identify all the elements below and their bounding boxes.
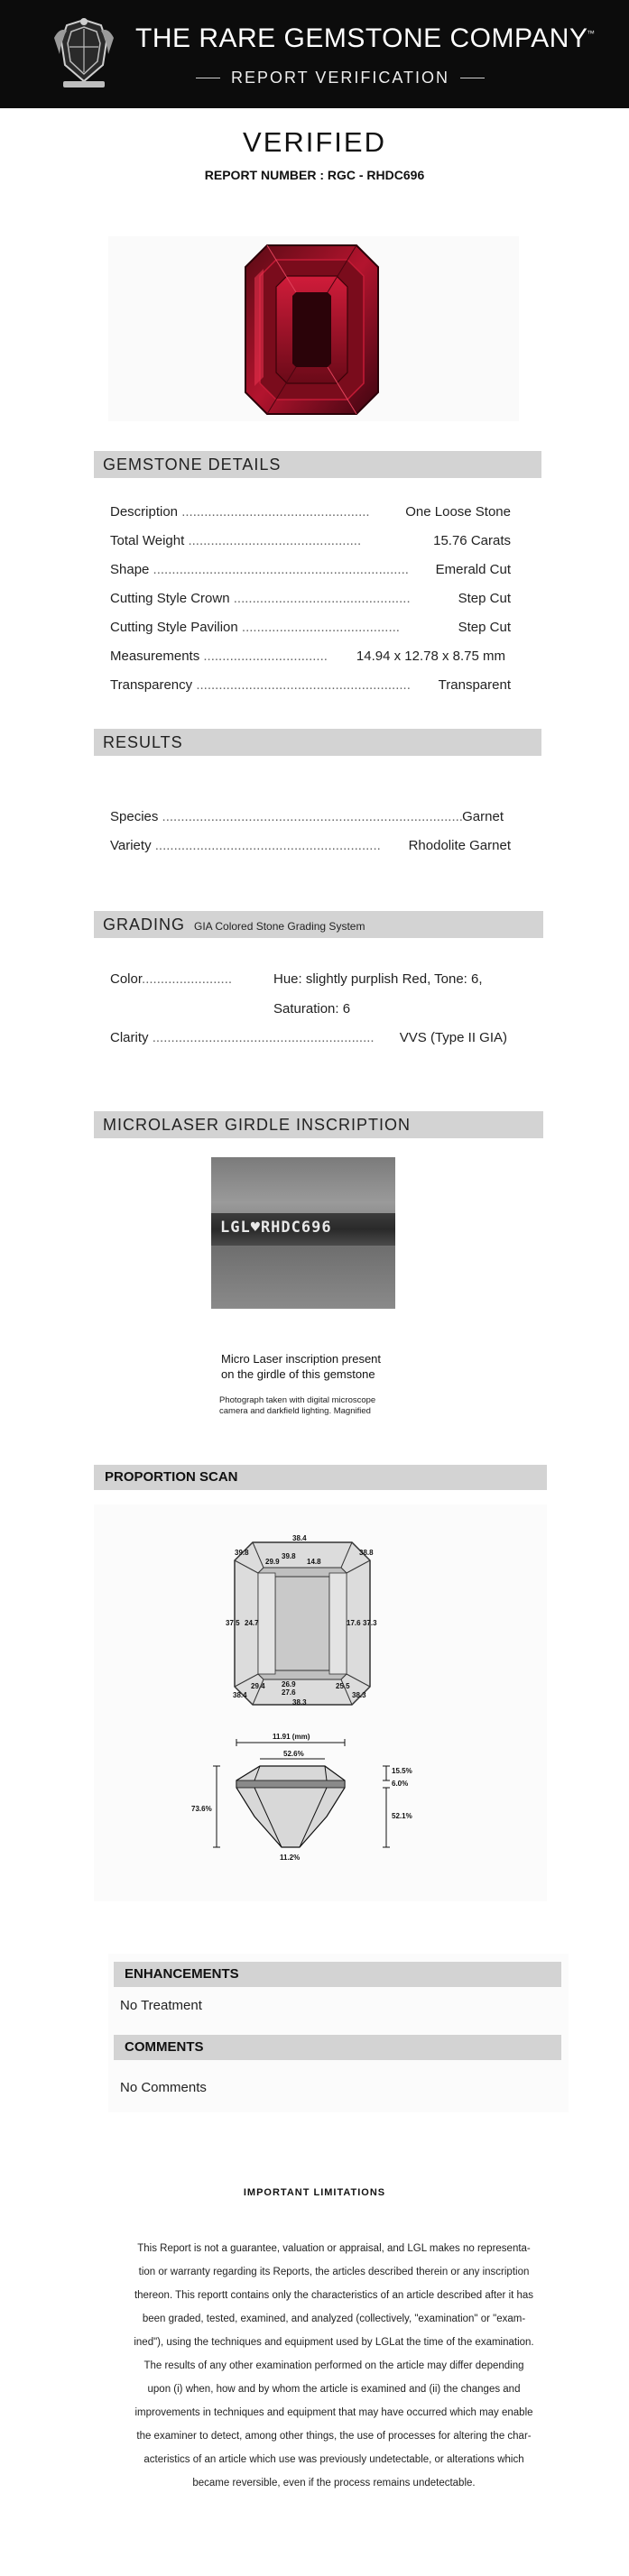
result-row: [110, 809, 511, 824]
result-value: Rhodolite Garnet: [408, 838, 511, 853]
limitations-line: the examiner to detect, among other things, the use of processes for altering the char-: [136, 2431, 532, 2442]
gemstone-photo: [242, 242, 382, 418]
proportion-label: 38.4: [233, 1691, 247, 1699]
leader-dots: ..............................................: [188, 533, 362, 548]
proportion-label: 14.8: [307, 1558, 321, 1566]
detail-label: Cutting Style Crown: [110, 591, 230, 606]
section-comments: [114, 2035, 561, 2060]
limitations-line: acteristics of an article which use was previously undetectable, or alterations which: [143, 2454, 524, 2465]
section-proportion-scan: [94, 1465, 547, 1490]
limitations-line: became reversible, even if the process remains undetectable.: [192, 2478, 476, 2489]
leader-dots: ................................................................................: [162, 809, 463, 824]
section-title: [94, 911, 543, 940]
limitations-line: improvements in techniques and equipment that may have occurred which may enable: [134, 2407, 533, 2418]
limitations-title: IMPORTANT LIMITATIONS: [243, 2187, 386, 2198]
detail-value: Transparent: [438, 677, 511, 693]
proportion-label: 39.8: [235, 1549, 249, 1557]
section-grading: [94, 911, 543, 938]
limitations-line: This Report is not a guarantee, valuation or appraisal, and LGL makes no representa-: [137, 2243, 531, 2254]
section-title: MICROLASER GIRDLE INSCRIPTION: [103, 1116, 412, 1134]
leader-dots: ....................................................................: [153, 562, 409, 577]
proportion-label: 24.7: [245, 1619, 259, 1627]
detail-value: Emerald Cut: [435, 562, 511, 577]
section-enhancements: [114, 1962, 561, 1987]
top-view-diagram: [226, 1533, 379, 1714]
limitations-line: been graded, tested, examined, and analyzed (collectively, "examination" or "exam-: [142, 2314, 526, 2324]
detail-row: [110, 591, 511, 606]
proportion-label: 38.4: [292, 1534, 307, 1542]
limitations-line: The results of any other examination performed on the article may differ depending: [143, 2360, 524, 2371]
detail-label: Transparency: [110, 677, 193, 693]
section-title: ENHANCEMENTS: [125, 1966, 239, 1982]
proportion-label: 38.8: [359, 1549, 374, 1557]
detail-label: Total Weight: [110, 533, 185, 548]
crest-logo: [47, 14, 121, 90]
clarity-label: Clarity: [110, 1030, 149, 1045]
result-label: Variety: [110, 838, 152, 853]
clarity-value: VVS (Type II GIA): [399, 1030, 507, 1045]
leader-dots: ...............................................: [233, 591, 411, 606]
section-title: GEMSTONE DETAILS: [103, 455, 282, 474]
proportion-label: 29.9: [265, 1558, 280, 1566]
result-label: Species: [110, 809, 159, 824]
limitations-line: ined"), using the techniques and equipment used by LGLat the time of the examination.: [134, 2337, 534, 2348]
section-title: RESULTS: [103, 733, 183, 751]
grading-system: GIA Colored Stone Grading System: [194, 920, 365, 933]
inscription-caption: [221, 1351, 381, 1382]
grading-title: GRADING: [103, 915, 186, 934]
proportion-label: 37.3: [363, 1619, 377, 1627]
section-title: PROPORTION SCAN: [105, 1469, 238, 1485]
detail-row: [110, 649, 511, 664]
enhancements-value: No Treatment: [120, 1998, 202, 2013]
caption-line: on the girdle of this gemstone: [221, 1367, 375, 1381]
proportion-label: 39.8: [282, 1552, 296, 1560]
side-label: 11.2%: [280, 1854, 301, 1862]
proportion-label: 26.9: [282, 1680, 296, 1688]
detail-value: 14.94 x 12.78 x 8.75 mm: [356, 649, 505, 664]
report-number: REPORT NUMBER : RGC - RHDC696: [204, 168, 425, 182]
detail-row: [110, 620, 511, 635]
proportion-label: 25.5: [336, 1682, 350, 1690]
photo-note: [219, 1395, 375, 1417]
side-label: 6.0%: [392, 1780, 409, 1788]
proportion-label: 38.3: [292, 1698, 307, 1707]
color-label: Color: [110, 971, 143, 987]
limitations-line: tion or warranty regarding its Reports, the articles described therein or any inscription: [138, 2267, 530, 2277]
side-label: 73.6%: [191, 1805, 212, 1813]
color-value: Hue: slightly purplish Red, Tone: 6,: [273, 971, 483, 987]
inscription-photo: [211, 1157, 395, 1309]
color-value-cont: Saturation: 6: [273, 1001, 351, 1017]
detail-label: Shape: [110, 562, 150, 577]
proportion-label: 17.6: [347, 1619, 361, 1627]
detail-row: [110, 504, 511, 520]
caption-line: Micro Laser inscription present: [221, 1352, 382, 1366]
side-label: 11.91 (mm): [273, 1733, 310, 1741]
leader-dots: ........................: [142, 971, 233, 987]
leader-dots: .........................................................: [196, 677, 411, 693]
comments-value: No Comments: [120, 2080, 207, 2095]
detail-row: [110, 562, 511, 577]
result-row: [110, 838, 511, 853]
proportion-label: 27.6: [282, 1688, 296, 1697]
leader-dots: ............................................................: [154, 838, 381, 853]
detail-label: Measurements: [110, 649, 200, 664]
detail-label: Cutting Style Pavilion: [110, 620, 238, 635]
detail-label: Description: [110, 504, 179, 520]
leader-dots: .................................: [203, 649, 328, 664]
company-name: THE RARE GEMSTONE COMPANY: [135, 23, 588, 53]
trademark-symbol: ™: [587, 29, 595, 38]
detail-row: [110, 677, 511, 693]
header-banner: [0, 0, 629, 108]
section-results: [94, 729, 541, 756]
proportion-label: 29.4: [251, 1682, 265, 1690]
leader-dots: ..........................................: [241, 620, 400, 635]
color-row: [110, 971, 232, 987]
side-view-diagram: [190, 1730, 433, 1892]
note-line: camera and darkfield lighting. Magnified: [219, 1406, 371, 1416]
subtitle-line: [196, 69, 485, 87]
limitations-text: [108, 2237, 560, 2495]
detail-value: Step Cut: [458, 591, 511, 606]
detail-value: 15.76 Carats: [433, 533, 511, 548]
result-value: Garnet: [462, 809, 504, 824]
leader-dots: ..................................................: [181, 504, 370, 520]
leader-dots: ...........................................................: [152, 1030, 375, 1045]
inscription-text: LGL♥RHDC696: [220, 1219, 332, 1237]
detail-row: [110, 533, 511, 548]
limitations-line: thereon. This reportt contains only the characteristics of an article described after it has: [134, 2290, 534, 2301]
detail-value: Step Cut: [458, 620, 511, 635]
note-line: Photograph taken with digital microscope: [219, 1395, 376, 1405]
clarity-row: [110, 1030, 507, 1045]
side-label: 15.5%: [392, 1767, 412, 1775]
detail-value: One Loose Stone: [405, 504, 511, 520]
proportion-label: 37.5: [226, 1619, 240, 1627]
verified-status: VERIFIED: [243, 126, 386, 158]
side-label: 52.1%: [392, 1812, 412, 1820]
section-microlaser: [94, 1111, 543, 1138]
section-gemstone-details: [94, 451, 541, 478]
proportion-label: 38.3: [352, 1691, 366, 1699]
limitations-line: upon (i) when, how and by whom the article is examined and (ii) the changes and: [147, 2384, 521, 2395]
report-verification-subtitle: REPORT VERIFICATION: [230, 68, 450, 87]
side-label: 52.6%: [283, 1750, 304, 1758]
section-title: COMMENTS: [125, 2039, 204, 2055]
